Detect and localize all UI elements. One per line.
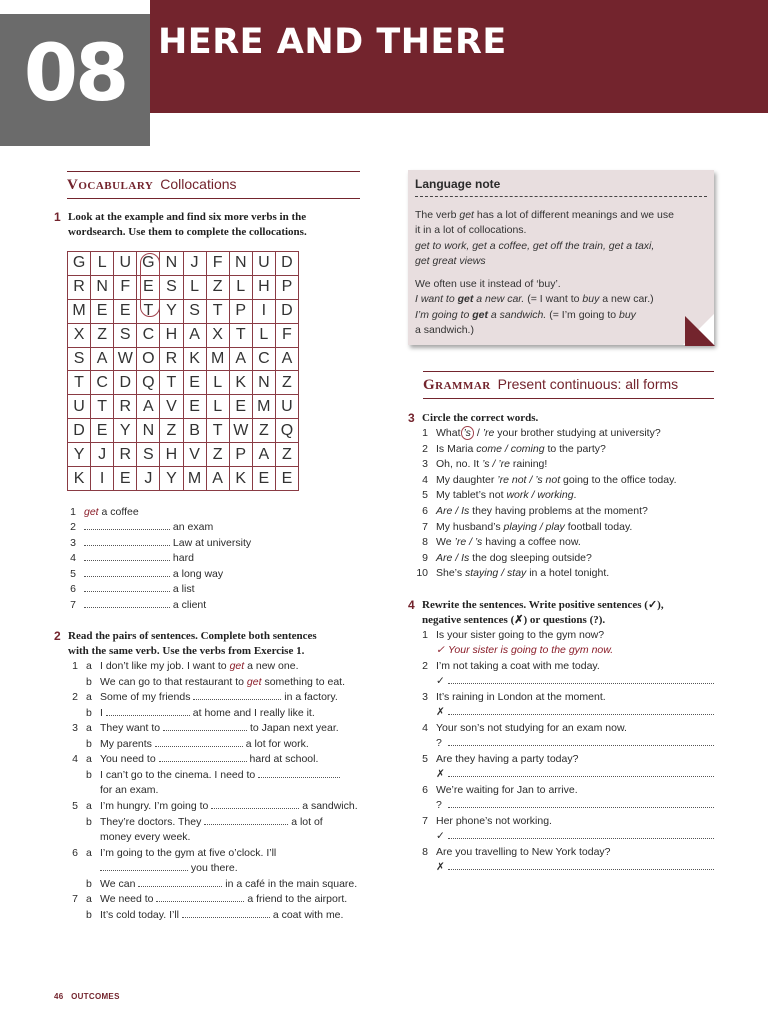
wordsearch-cell: H [253, 276, 276, 300]
item-text: Are they having a party today? [436, 753, 579, 765]
section-name: Grammar [423, 377, 491, 393]
item-number: 8 [422, 846, 428, 858]
wordsearch-cell: C [137, 324, 160, 348]
wordsearch-cell: T [68, 371, 91, 395]
item-text: a list [172, 583, 195, 595]
wordsearch-cell: Z [276, 371, 299, 395]
wordsearch-cell: T [137, 300, 160, 324]
wordsearch-cell: Y [160, 467, 183, 491]
wordsearch-cell: P [230, 300, 253, 324]
wordsearch-cell: E [91, 419, 114, 443]
item-text: Oh, no. It [436, 458, 483, 471]
example-answer: Your sister is going to the gym now. [448, 644, 614, 656]
item-number: 10 [416, 567, 428, 580]
note-line: The verb get has a lot of different meanings and we use [415, 209, 674, 221]
item-text: Your son’s not studying for an exam now. [436, 722, 627, 734]
wordsearch-cell: S [160, 276, 183, 300]
wordsearch-cell: E [253, 467, 276, 491]
ex2-line-6a: 6 a I’m going to the gym at five o’clock. I’ll [72, 847, 277, 859]
instruction-line: wordsearch. Use them to complete the collocations. [68, 226, 307, 238]
collocation-item [60, 598, 206, 613]
wordsearch-cell: L [207, 371, 230, 395]
ex3-item [413, 426, 661, 441]
wordsearch-cell: M [68, 300, 91, 324]
answer-blank [448, 675, 714, 684]
wordsearch-cell: M [253, 395, 276, 419]
ex3-item [413, 457, 547, 472]
choice-text[interactable]: playing / play [503, 520, 565, 533]
item-text: . [573, 489, 577, 502]
sentence-type-mark: ? [436, 799, 442, 811]
grammar-heading [423, 371, 714, 399]
vocabulary-heading [67, 171, 360, 199]
wordsearch-cell: N [137, 419, 160, 443]
sentence-type-mark: ✗ [436, 768, 445, 780]
item-text: My daughter [436, 473, 498, 486]
item-number: 1 [70, 506, 76, 518]
section-subheading: Collocations [160, 176, 237, 192]
item-text: My tablet’s not [436, 489, 507, 502]
item-text: a long way [172, 568, 224, 580]
wordsearch-cell: R [160, 348, 183, 372]
item-text: your brother studying at university? [494, 427, 661, 439]
wordsearch-cell: Q [137, 371, 160, 395]
answer-blank [84, 568, 170, 577]
ex3-item [413, 504, 648, 519]
choice-text[interactable]: staying / stay [465, 567, 527, 580]
wordsearch-cell: L [184, 276, 207, 300]
wordsearch-cell: N [253, 371, 276, 395]
wordsearch-cell: G [68, 252, 91, 276]
unit-title: HERE AND THERE [158, 22, 507, 62]
ex2-line-2a: 2 a Some of my friends in a factory. [72, 691, 338, 703]
wordsearch-cell: E [276, 467, 299, 491]
collocation-item [60, 536, 251, 551]
wordsearch-cell: N [230, 252, 253, 276]
wordsearch-cell: E [91, 300, 114, 324]
wordsearch-cell: W [230, 419, 253, 443]
wordsearch-cell: N [91, 276, 114, 300]
item-text: football today. [564, 520, 633, 533]
item-text: We’re waiting for Jan to arrive. [436, 784, 578, 796]
language-note-title: Language note [415, 177, 707, 197]
item-text: / [473, 427, 483, 439]
wordsearch-cell: K [230, 371, 253, 395]
item-number: 7 [70, 599, 76, 611]
ex2-line-6a-cont: you there. [66, 861, 238, 876]
item-number: 8 [422, 536, 428, 549]
item-text: a coffee [101, 506, 139, 518]
wordsearch-cell: A [276, 348, 299, 372]
answer-blank [84, 521, 170, 530]
instruction-line: Circle the correct words. [422, 412, 539, 424]
sentence-type-mark: ✗ [436, 861, 445, 873]
item-text: We [436, 536, 455, 549]
wordsearch-cell: T [230, 324, 253, 348]
ex4-answer-line[interactable] [436, 736, 714, 751]
item-number: 6 [422, 505, 428, 517]
wordsearch-cell: P [230, 443, 253, 467]
note-corner-fold [685, 316, 715, 346]
choice-text[interactable]: Are / Is [436, 505, 470, 517]
wordsearch-cell: F [276, 324, 299, 348]
ex2-line-5a: 5 a I’m hungry. I’m going to a sandwich. [72, 800, 358, 812]
choice-text[interactable]: ’re / ’s [454, 536, 483, 549]
wordsearch-cell: L [91, 252, 114, 276]
wordsearch-cell: V [160, 395, 183, 419]
wordsearch-cell: Q [276, 419, 299, 443]
ex3-item [413, 442, 606, 457]
ex4-answer-line[interactable] [436, 767, 714, 782]
example-answer: get [84, 506, 99, 518]
wordsearch-cell: D [68, 419, 91, 443]
wordsearch-cell: T [91, 395, 114, 419]
wordsearch-cell: E [184, 371, 207, 395]
wordsearch-cell: S [184, 300, 207, 324]
exercise-2-instruction [54, 629, 368, 659]
item-number: 5 [422, 753, 428, 765]
note-line: get to work, get a coffee, get off the train, get a taxi, [415, 240, 655, 252]
wordsearch-cell: U [114, 252, 137, 276]
exercise-1-instruction [54, 210, 358, 240]
item-text: Her phone’s not working. [436, 815, 552, 827]
item-text: having a coffee now. [482, 536, 581, 549]
wordsearch-cell: I [253, 300, 276, 324]
ex2-line-3b: b My parents a lot for work. [86, 738, 309, 750]
wordsearch-cell: Y [114, 419, 137, 443]
answer-blank [84, 599, 170, 608]
answer-blank [448, 737, 714, 746]
item-text: hard [172, 552, 194, 564]
sentence-type-mark: ✓ [436, 830, 445, 842]
item-number: 1 [422, 427, 428, 439]
item-number: 2 [422, 442, 428, 455]
ex4-item [413, 845, 611, 860]
exercise-number: 1 [54, 210, 61, 224]
item-number: 4 [422, 722, 428, 734]
wordsearch-cell: M [184, 467, 207, 491]
item-text: the dog sleeping outside? [469, 551, 592, 564]
exercise-4-instruction [408, 598, 714, 628]
wordsearch-cell: K [68, 467, 91, 491]
exercise-number: 2 [54, 629, 61, 643]
ex3-item [413, 566, 609, 581]
exercise-number: 4 [408, 598, 415, 612]
ex2-line-6b: b We can in a café in the main square. [86, 878, 358, 890]
wordsearch-cell: R [68, 276, 91, 300]
answer-blank [448, 861, 714, 870]
wordsearch-cell: Y [160, 300, 183, 324]
wordsearch-cell: B [184, 419, 207, 443]
wordsearch-cell: Y [68, 443, 91, 467]
ex4-answer-line[interactable] [436, 798, 714, 813]
ex2-line-7b: b It’s cold today. I’ll a coat with me. [86, 909, 344, 921]
choice-text[interactable]: come / coming [476, 442, 545, 455]
ex2-line-1a: 1 a I don’t like my job. I want to get a new one. [72, 660, 299, 672]
choice-text[interactable]: ’re not / ’s not [497, 473, 561, 486]
note-line: it in a lot of collocations. [415, 224, 527, 236]
ex2-line-4b-cont: for an exam. [100, 784, 159, 796]
wordsearch-cell: V [184, 443, 207, 467]
wordsearch-cell: K [230, 467, 253, 491]
ex4-item [413, 814, 552, 829]
ex4-item [413, 659, 600, 674]
item-number: 5 [70, 568, 76, 580]
wordsearch-cell: E [230, 395, 253, 419]
wordsearch-cell: A [91, 348, 114, 372]
wordsearch-cell: J [91, 443, 114, 467]
item-number: 1 [422, 629, 428, 641]
wordsearch-cell: U [276, 395, 299, 419]
wordsearch-cell: X [207, 324, 230, 348]
ex3-item [413, 488, 576, 503]
wordsearch-cell: A [230, 348, 253, 372]
item-text: Law at university [172, 537, 252, 549]
item-number: 3 [422, 458, 428, 471]
answer-blank [448, 799, 714, 808]
language-note-box [408, 170, 714, 345]
choice-text[interactable]: ’s [461, 426, 474, 440]
wordsearch-cell: A [207, 467, 230, 491]
ex4-answer-line[interactable] [436, 829, 714, 844]
wordsearch-cell: F [207, 252, 230, 276]
answer-blank [448, 830, 714, 839]
wordsearch-cell: S [68, 348, 91, 372]
ex4-item [413, 752, 578, 767]
collocation-item [60, 520, 213, 535]
wordsearch-cell: X [68, 324, 91, 348]
ex2-line-4b: b I can’t go to the cinema. I need to [66, 768, 340, 783]
exercise-number: 3 [408, 411, 415, 425]
wordsearch-cell: A [253, 443, 276, 467]
item-number: 6 [422, 784, 428, 796]
wordsearch-cell: J [184, 252, 207, 276]
ex2-line-5b: b They’re doctors. They a lot of [86, 816, 323, 828]
ex2-line-2b: b I at home and I really like it. [86, 707, 315, 719]
page-footer [54, 992, 120, 1001]
unit-number: 08 [0, 14, 150, 146]
wordsearch-cell: D [114, 371, 137, 395]
ex3-item [413, 473, 677, 488]
wordsearch-cell: T [207, 300, 230, 324]
ex4-answer-line[interactable] [436, 705, 714, 720]
wordsearch-cell: S [137, 443, 160, 467]
wordsearch-cell: E [114, 300, 137, 324]
wordsearch-cell: C [253, 348, 276, 372]
item-text: to the party? [544, 442, 606, 455]
book-title: OUTCOMES [71, 992, 120, 1001]
item-text: in a hotel tonight. [526, 567, 610, 580]
choice-text[interactable]: Are / Is [436, 551, 470, 564]
wordsearch-cell: Z [276, 443, 299, 467]
example-circle-mark [140, 253, 160, 317]
wordsearch-cell: T [207, 419, 230, 443]
answer-blank [448, 768, 714, 777]
choice-text[interactable]: ’s / ’re [482, 458, 510, 471]
item-number: 4 [422, 473, 428, 486]
choice-text[interactable]: work / working [506, 489, 574, 502]
wordsearch-cell: E [114, 467, 137, 491]
wordsearch-cell: U [68, 395, 91, 419]
wordsearch-cell: A [137, 395, 160, 419]
ex3-item [413, 535, 581, 550]
note-line: I want to get a new car. (= I want to buy a new car.) [415, 293, 654, 305]
answer-blank [448, 706, 714, 715]
wordsearch-cell: H [160, 324, 183, 348]
wordsearch-cell: S [114, 324, 137, 348]
section-subheading: Present continuous: all forms [497, 376, 679, 392]
ex4-item [413, 628, 604, 643]
note-line: We often use it instead of ‘buy’. [415, 278, 561, 290]
wordsearch-cell: L [253, 324, 276, 348]
ex4-item [413, 690, 606, 705]
item-text: What [436, 427, 461, 439]
item-text: She’s [436, 567, 465, 580]
wordsearch-cell: J [137, 467, 160, 491]
instruction-line: Rewrite the sentences. Write positive sentences (✓), [422, 599, 664, 611]
sentence-type-mark: ✓ [436, 675, 445, 687]
ex4-item [413, 783, 578, 798]
wordsearch-cell: Z [160, 419, 183, 443]
header-banner [150, 0, 768, 113]
wordsearch-cell: L [230, 276, 253, 300]
item-number: 4 [70, 552, 76, 564]
ex3-item [413, 551, 592, 566]
wordsearch-cell: E [137, 276, 160, 300]
instruction-line: with the same verb. Use the verbs from Exercise 1. [68, 645, 305, 657]
wordsearch-cell: N [160, 252, 183, 276]
answer-blank [84, 552, 170, 561]
wordsearch-cell: U [253, 252, 276, 276]
exercise-3-instruction [408, 411, 712, 426]
collocation-item [60, 551, 194, 566]
wordsearch-cell: A [184, 324, 207, 348]
wordsearch-cell: G [137, 252, 160, 276]
item-text: raining! [509, 458, 548, 471]
note-line: a sandwich.) [415, 324, 474, 336]
wordsearch-cell: I [91, 467, 114, 491]
item-number: 3 [422, 691, 428, 703]
wordsearch-cell: W [114, 348, 137, 372]
item-text: they having problems at the moment? [469, 505, 648, 517]
note-line: get great views [415, 255, 486, 267]
instruction-line: Look at the example and find six more verbs in the [68, 211, 307, 223]
wordsearch-cell: K [184, 348, 207, 372]
item-text: My husband’s [436, 520, 504, 533]
item-text: a client [172, 599, 207, 611]
ex2-line-7a: 7 a We need to a friend to the airport. [72, 893, 348, 905]
note-line: I’m going to get a sandwich. (= I’m going to buy [415, 309, 636, 321]
sentence-type-mark: ✓ [436, 644, 445, 656]
wordsearch-cell: D [276, 300, 299, 324]
item-number: 3 [70, 537, 76, 549]
item-text: I’m not taking a coat with me today. [436, 660, 600, 672]
wordsearch-grid [67, 251, 299, 491]
wordsearch-cell: H [160, 443, 183, 467]
item-text: Is your sister going to the gym now? [436, 629, 605, 641]
wordsearch-cell: F [114, 276, 137, 300]
ex2-line-5b-cont: money every week. [100, 831, 191, 843]
wordsearch-cell: D [276, 252, 299, 276]
wordsearch-cell: C [91, 371, 114, 395]
ex2-line-4a: 4 a You need to hard at school. [72, 753, 319, 765]
wordsearch-cell: Z [207, 276, 230, 300]
ex3-item [413, 520, 632, 535]
item-text: Is Maria [436, 442, 477, 455]
item-number: 7 [422, 520, 428, 533]
item-text: It’s raining in London at the moment. [436, 691, 606, 703]
item-text: going to the office today. [560, 473, 677, 486]
answer-blank [84, 583, 170, 592]
ex2-line-3a: 3 a They want to to Japan next year. [72, 722, 339, 734]
collocation-item [60, 505, 139, 520]
wordsearch-cell: R [114, 395, 137, 419]
section-name: Vocabulary [67, 177, 154, 193]
ex2-line-1b: b We can go to that restaurant to get something to eat. [86, 676, 345, 688]
item-number: 5 [422, 489, 428, 502]
ex4-item [413, 721, 627, 736]
instruction-line: Read the pairs of sentences. Complete both sentences [68, 630, 317, 642]
wordsearch-cell: L [207, 395, 230, 419]
ex4-answer-line [436, 643, 613, 658]
item-text: an exam [172, 521, 214, 533]
item-number: 7 [422, 815, 428, 827]
wordsearch-cell: Z [207, 443, 230, 467]
ex4-answer-line[interactable] [436, 674, 714, 689]
item-text: ’re [482, 427, 495, 439]
page-number: 46 [54, 992, 64, 1001]
item-number: 6 [70, 583, 76, 595]
wordsearch-cell: T [160, 371, 183, 395]
item-number: 9 [422, 551, 428, 564]
wordsearch-cell: Z [91, 324, 114, 348]
wordsearch-cell: P [276, 276, 299, 300]
sentence-type-mark: ✗ [436, 706, 445, 718]
item-text: Are you travelling to New York today? [436, 846, 611, 858]
wordsearch-cell: R [114, 443, 137, 467]
wordsearch-cell: O [137, 348, 160, 372]
instruction-line: negative sentences (✗) or questions (?). [422, 614, 606, 626]
wordsearch-cell: E [184, 395, 207, 419]
sentence-type-mark: ? [436, 737, 442, 749]
wordsearch-cell: M [207, 348, 230, 372]
answer-blank [84, 537, 170, 546]
wordsearch-cell: Z [253, 419, 276, 443]
item-number: 2 [422, 660, 428, 672]
collocation-item [60, 582, 195, 597]
ex4-answer-line[interactable] [436, 860, 714, 875]
item-number: 2 [70, 521, 76, 533]
collocation-item [60, 567, 223, 582]
